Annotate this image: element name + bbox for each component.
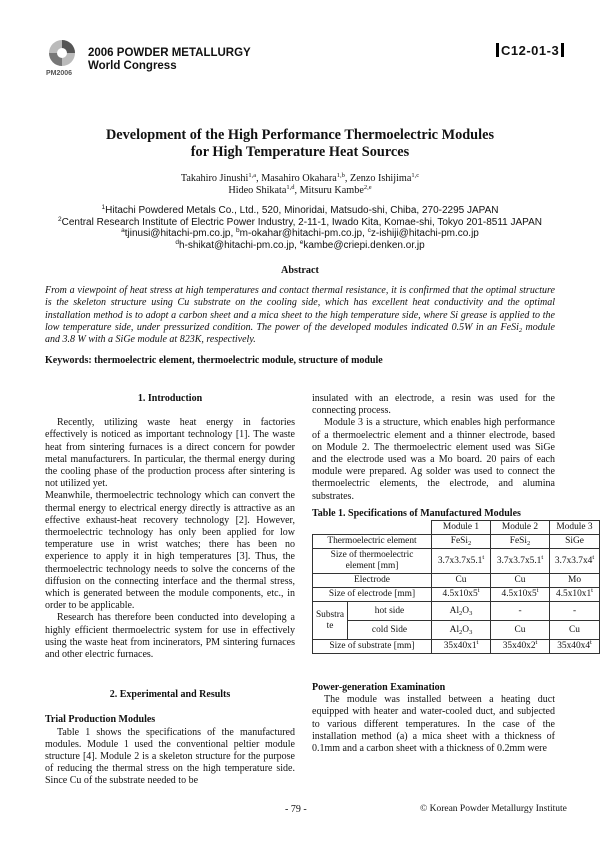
copyright: © Korean Powder Metallurgy Institute [420,804,567,814]
table-cell: $Al_2O_3$ [432,621,491,640]
table-cell: Cu [550,621,600,640]
paper-code [494,43,566,58]
paragraph: Module 3 is a structure, which enables high performance of a thermoelectric element and a thinner electrode, based on Module 2. The thermoelectric element used was SiGe and the electrode used was a Mo board. 20 pairs of each module were prepared. Ag solder was used to connect the thermoelectric elements, the electrode, and alumina substrates. [312,417,555,502]
table-cell: 3.7x3.7x4$^t$ [550,549,600,574]
table-cell: 35x40x2$^t$ [491,640,550,654]
table-cell: Cu [491,621,550,640]
author: Zenzo Ishijima [349,173,412,184]
section-heading: 1. Introduction [137,393,203,404]
table-row [313,588,600,602]
table-row [313,574,600,588]
paragraph: Table 1 shows the specifications of the manufactured modules. Module 1 used the conventional peltier module structure [4]. Module 2 is a skeleton structure for the purpose of reducing the thermal stress on the high temperature side. Since Cu of the substrate needed to be [45,726,295,787]
keywords: Keywords: thermoelectric element, thermoelectric module, structure of module [45,355,383,366]
right-column-lower [312,682,555,755]
email[interactable]: h-shikat@hitachi-pm.co.jp [178,239,295,251]
author: Masahiro Okahara [261,173,337,184]
table-caption: Table 1. Specifications of Manufactured Modules [312,508,521,519]
table-cell: - [550,602,600,621]
row-label: Size of thermoelectric element [mm] [313,549,432,574]
paper-code-text: C12-01-3 [501,43,560,58]
title-line2: for High Temperature Heat Sources [190,144,410,160]
table-row [313,549,600,574]
affiliations: $^1$Hitachi Powdered Metals Co., Ltd., 520, Minoridai, Matsudo-shi, Chiba, 270-2295 JAPAN $^2$Central Research Institute of Electric Power Industry, 2-11-1, Iwado Kita, Komae-shi, Tokyo 201-8511 JAPAN $^a$tjinusi@hitachi-pm.co.jp, $^b$m-okahar@hitachi-pm.co.jp, $^c$z-ishiji@hitachi-pm.co.jp $^d$h-shikat@hitachi-pm.co.jp, $^e$kambe@criepi.denken.or.jp [57,204,543,251]
row-label: Size of substrate [mm] [313,640,432,654]
table-cell: 35x40x4$^t$ [550,640,600,654]
row-label: Size of electrode [mm] [313,588,432,602]
row-label: Substrate [313,602,348,640]
table-header: Module 1 [432,521,491,535]
subsection-heading: Trial Production Modules [45,714,156,726]
table-cell: FeSi$_2$ [432,535,491,549]
author: Hideo Shikata [228,185,287,196]
pm2006-logo [45,38,79,72]
right-column [312,393,555,503]
table-cell: 3.7x3.7x5.1$^t$ [432,549,491,574]
affiliation-1: Hitachi Powdered Metals Co., Ltd., 520, Minoridai, Matsudo-shi, Chiba, 270-2295 JAPAN [105,205,499,216]
row-label: Thermoelectric element [313,535,432,549]
page-number: - 79 - [285,804,307,815]
affiliation-2: Central Research Institute of Electric Power Industry, 2-11-1, Iwado Kita, Komae-shi, Tokyo 201-8511 JAPAN [61,216,543,228]
paragraph: The module was installed between a heating duct equipped with heater and water-cooled duct, and subjected to various different temperatures. In the case of the installation method (a) a mica sheet with a thickness of 0.1mm and a carbon sheet with a thickness of 0.2mm were [312,694,555,755]
author-list: Takahiro Jinushi$^{1,a}$, Masahiro Okahara$^{1,b}$, Zenzo Ishijima$^{1,c}$ Hideo Shikata$^{1,d}$, Mitsuru Kambe$^{2,e}$ [180,172,420,196]
abstract-heading: Abstract [281,265,319,276]
table-row [313,640,600,654]
row-label: hot side [348,602,432,621]
paragraph: insulated with an electrode, a resin was used for the connecting process. [312,393,555,417]
spec-table [312,520,600,654]
left-column [45,393,295,788]
email[interactable]: tjinusi@hitachi-pm.co.jp [124,228,231,239]
section-heading: 2. Experimental and Results [109,689,231,701]
table-row [313,521,600,535]
logo-text: PM2006 [46,70,73,77]
table-cell: - [491,602,550,621]
table-cell: FeSi$_2$ [491,535,550,549]
table-cell: 3.7x3.7x5.1$^t$ [491,549,550,574]
table-row [313,621,600,640]
author: Mitsuru Kambe [299,185,364,196]
table-row [313,602,600,621]
table-cell: 4.5x10x5$^t$ [432,588,491,602]
table-cell: SiGe [550,535,600,549]
subsection-heading: Power-generation Examination [312,682,446,693]
table-cell: $Al_2O_3$ [432,602,491,621]
row-label: Electrode [313,574,432,588]
author: Takahiro Jinushi [180,173,249,184]
conference-sub: World Congress [88,60,177,72]
table-cell: 4.5x10x1$^t$ [550,588,600,602]
conference-title [88,47,251,73]
table-row [313,535,600,549]
table-cell: Cu [491,574,550,588]
paragraph: Recently, utilizing waste heat energy in factories effectively is noticed as important technology [1]. The waste heat from sintering furnaces is a direct concern for powder metal manufacturers. In particular, the thermal energy during the cooling phase of the production process after sintering is not utilized yet. [45,417,295,490]
abstract-text: From a viewpoint of heat stress at high temperatures and contact thermal resistance, it is confirmed that the optimal structure is the skeleton structure using Cu substrate on the cooling side, which has excellent heat conductivity and the optimal installation method is to adopt a carbon sheet and a mica sheet to the high temperature side, where Si grease is applied to the low temperature side, under pressurized condition. The power of the developed modules indicated 0.5W in an FeSi$_2$ module and 3.8 W with a SiGe module at 823K, respectively. [45,285,555,346]
table-cell: 35x40x1$^t$ [432,640,491,654]
conference-name: 2006 POWDER METALLURGY [88,47,251,59]
table-cell: Cu [432,574,491,588]
title-line1: Development of the High Performance Thermoelectric Modules [105,127,495,143]
email[interactable]: z-ishiji@hitachi-pm.co.jp [370,228,479,239]
table-header: Module 2 [491,521,550,535]
table-cell: Mo [550,574,600,588]
paragraph: Research has therefore been conducted into developing a highly efficient thermoelectric system for use in effectively using the waste heat from incinerators, PM sintering furnaces and other electric furnaces. [45,612,295,661]
email[interactable]: kambe@criepi.denken.or.jp [303,239,425,251]
table-header: Module 3 [550,521,600,535]
row-label: cold Side [348,621,432,640]
paragraph: Meanwhile, thermoelectric technology which can convert the thermal energy to electrical energy directly is attractive as an effective exhaust-heat recovery technology [2]. However, thermoelectric technology has only been applied for low temperature use in wrist watches; there has been no experience to apply it in high temperatures [3]. Thus, the thermoelectric technology needs to solve the concerns of the diffusion on the connecting interface and the thermal stress, which is generated between the module components, etc., in order to be applicable. [45,490,295,612]
table-cell: 4.5x10x5$^t$ [491,588,550,602]
email[interactable]: m-okahar@hitachi-pm.co.jp [239,228,363,239]
paper-title [40,127,560,161]
